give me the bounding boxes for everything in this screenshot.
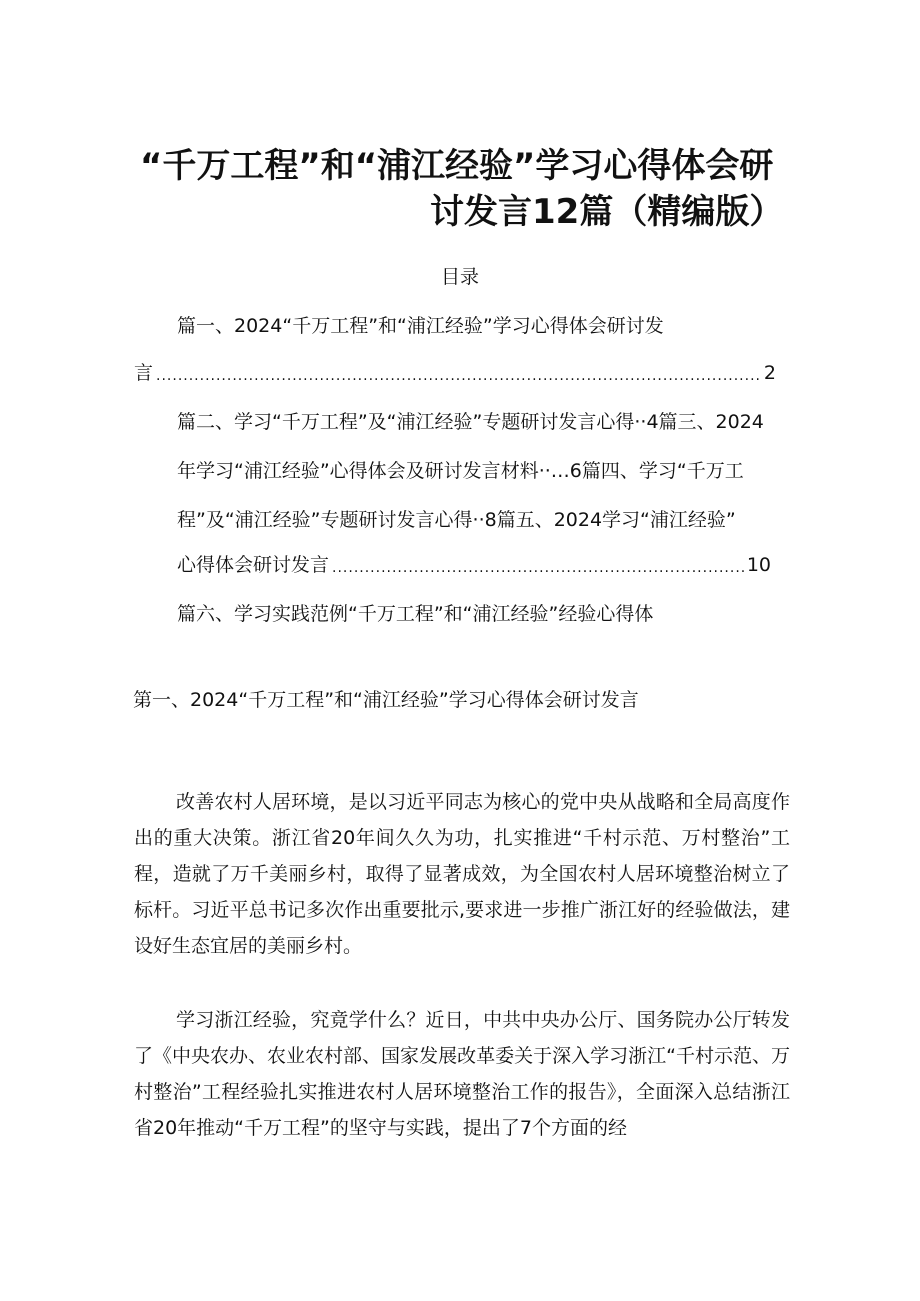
section-heading: 第一、2024“千万工程”和“浦江经验”学习心得体会研讨发言	[133, 689, 639, 711]
toc-entry-3-line: 年学习“浦江经验”心得体会及研讨发言材料··…6篇四、学习“千万工	[177, 460, 744, 482]
toc-entry-1-line-2	[134, 361, 776, 385]
toc-leader-dots	[156, 363, 761, 385]
toc-entry-4-line: 程”及“浦江经验”专题研讨发言心得··8篇五、2024学习“浦江经验”	[177, 509, 736, 531]
toc-page-number: 10	[746, 554, 771, 576]
toc-heading: 目录	[440, 266, 479, 288]
toc-entry-1-line-1: 篇一、2024“千万工程”和“浦江经验”学习心得体会研讨发	[177, 315, 664, 337]
toc-entry-5-line	[177, 553, 771, 577]
toc-leader-dots	[332, 555, 744, 577]
toc-page-number: 2	[763, 362, 776, 384]
body-paragraph-1: 改善农村人居环境，是以习近平同志为核心的党中央从战略和全局高度作出的重大决策。浙江省20年间久久为功，扎实推进“千村示范、万村整治”工程，造就了万千美丽乡村，取得了显著成效，为全国农村人居环境整治树立了标杆。习近平总书记多次作出重要批示,要求进一步推广浙江好的经验做法，建设好生态宜居的美丽乡村。	[134, 791, 790, 957]
toc-entry-text: 言	[134, 362, 154, 384]
document-title-line-1: “千万工程”和“浦江经验”学习心得体会研	[140, 146, 774, 186]
toc-entry-6-line: 篇六、学习实践范例“千万工程”和“浦江经验”经验心得体	[177, 603, 654, 625]
toc-entry-text: 心得体会研讨发言	[177, 554, 330, 576]
body-paragraph-2: 学习浙江经验，究竟学什么？近日，中共中央办公厅、国务院办公厅转发了《中央农办、农业农村部、国家发展改革委关于深入学习浙江“千村示范、万村整治”工程经验扎实推进农村人居环境整治工作的报告》，全面深入总结浙江省20年推动“千万工程”的坚守与实践，提出了7个方面的经	[134, 1009, 790, 1139]
toc-entry-2-line: 篇二、学习“千万工程”及“浦江经验”专题研讨发言心得··4篇三、2024	[177, 411, 764, 433]
document-title-line-2: 讨发言12篇（精编版）	[430, 192, 784, 232]
